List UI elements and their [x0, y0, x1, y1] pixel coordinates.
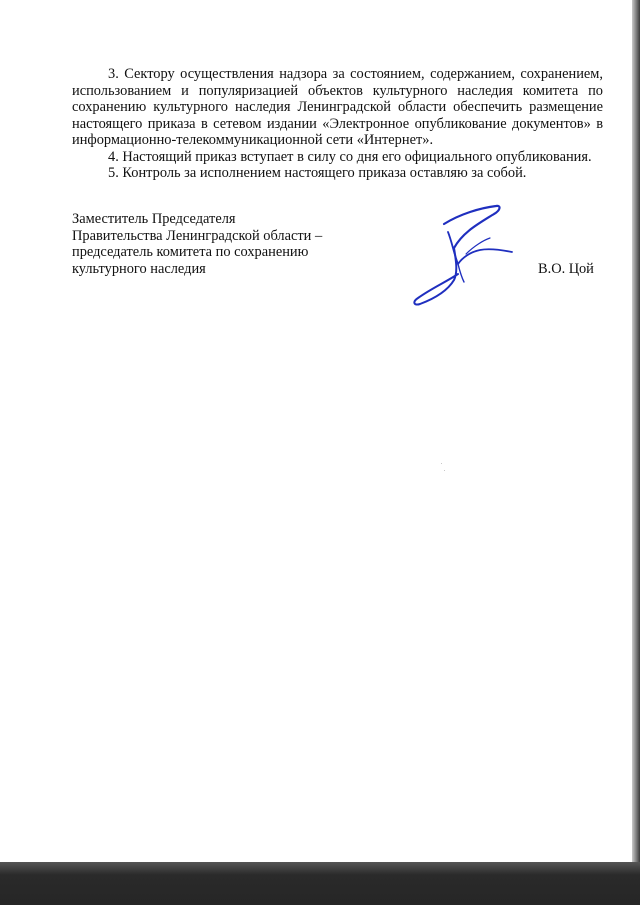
clause-5: 5. Контроль за исполнением настоящего приказа оставляю за собой. — [108, 165, 527, 181]
scan-speck — [444, 470, 445, 471]
signatory-title-line: Правительства Ленинградской области – — [72, 227, 323, 244]
clause-4: 4. Настоящий приказ вступает в силу со дня его официального опубликования. — [108, 148, 592, 165]
signatory-title-line: Заместитель Председателя — [72, 211, 236, 227]
signatory-title-line: председатель комитета по сохранению — [72, 244, 309, 260]
signatory-title — [72, 211, 372, 277]
order-clauses — [72, 66, 603, 182]
handwritten-signature — [408, 202, 518, 306]
clause-3: 3. Сектору осуществления надзора за состоянием, содержанием, сохранением, использованием и популяризацией объектов культурного наследия комитета по сохранению культурного наследия Ленинградской области обеспечить размещение настоящего приказа в сетевом издании «Электронное опубликование документов» в информационно-телекоммуникационной сети «Интернет». — [72, 66, 603, 148]
signatory-name: В.О. Цой — [538, 261, 594, 277]
scan-speck — [441, 463, 442, 464]
scan-edge-bottom — [0, 862, 640, 905]
signatory-title-line: культурного наследия — [72, 260, 206, 277]
scan-edge-right — [632, 0, 640, 862]
